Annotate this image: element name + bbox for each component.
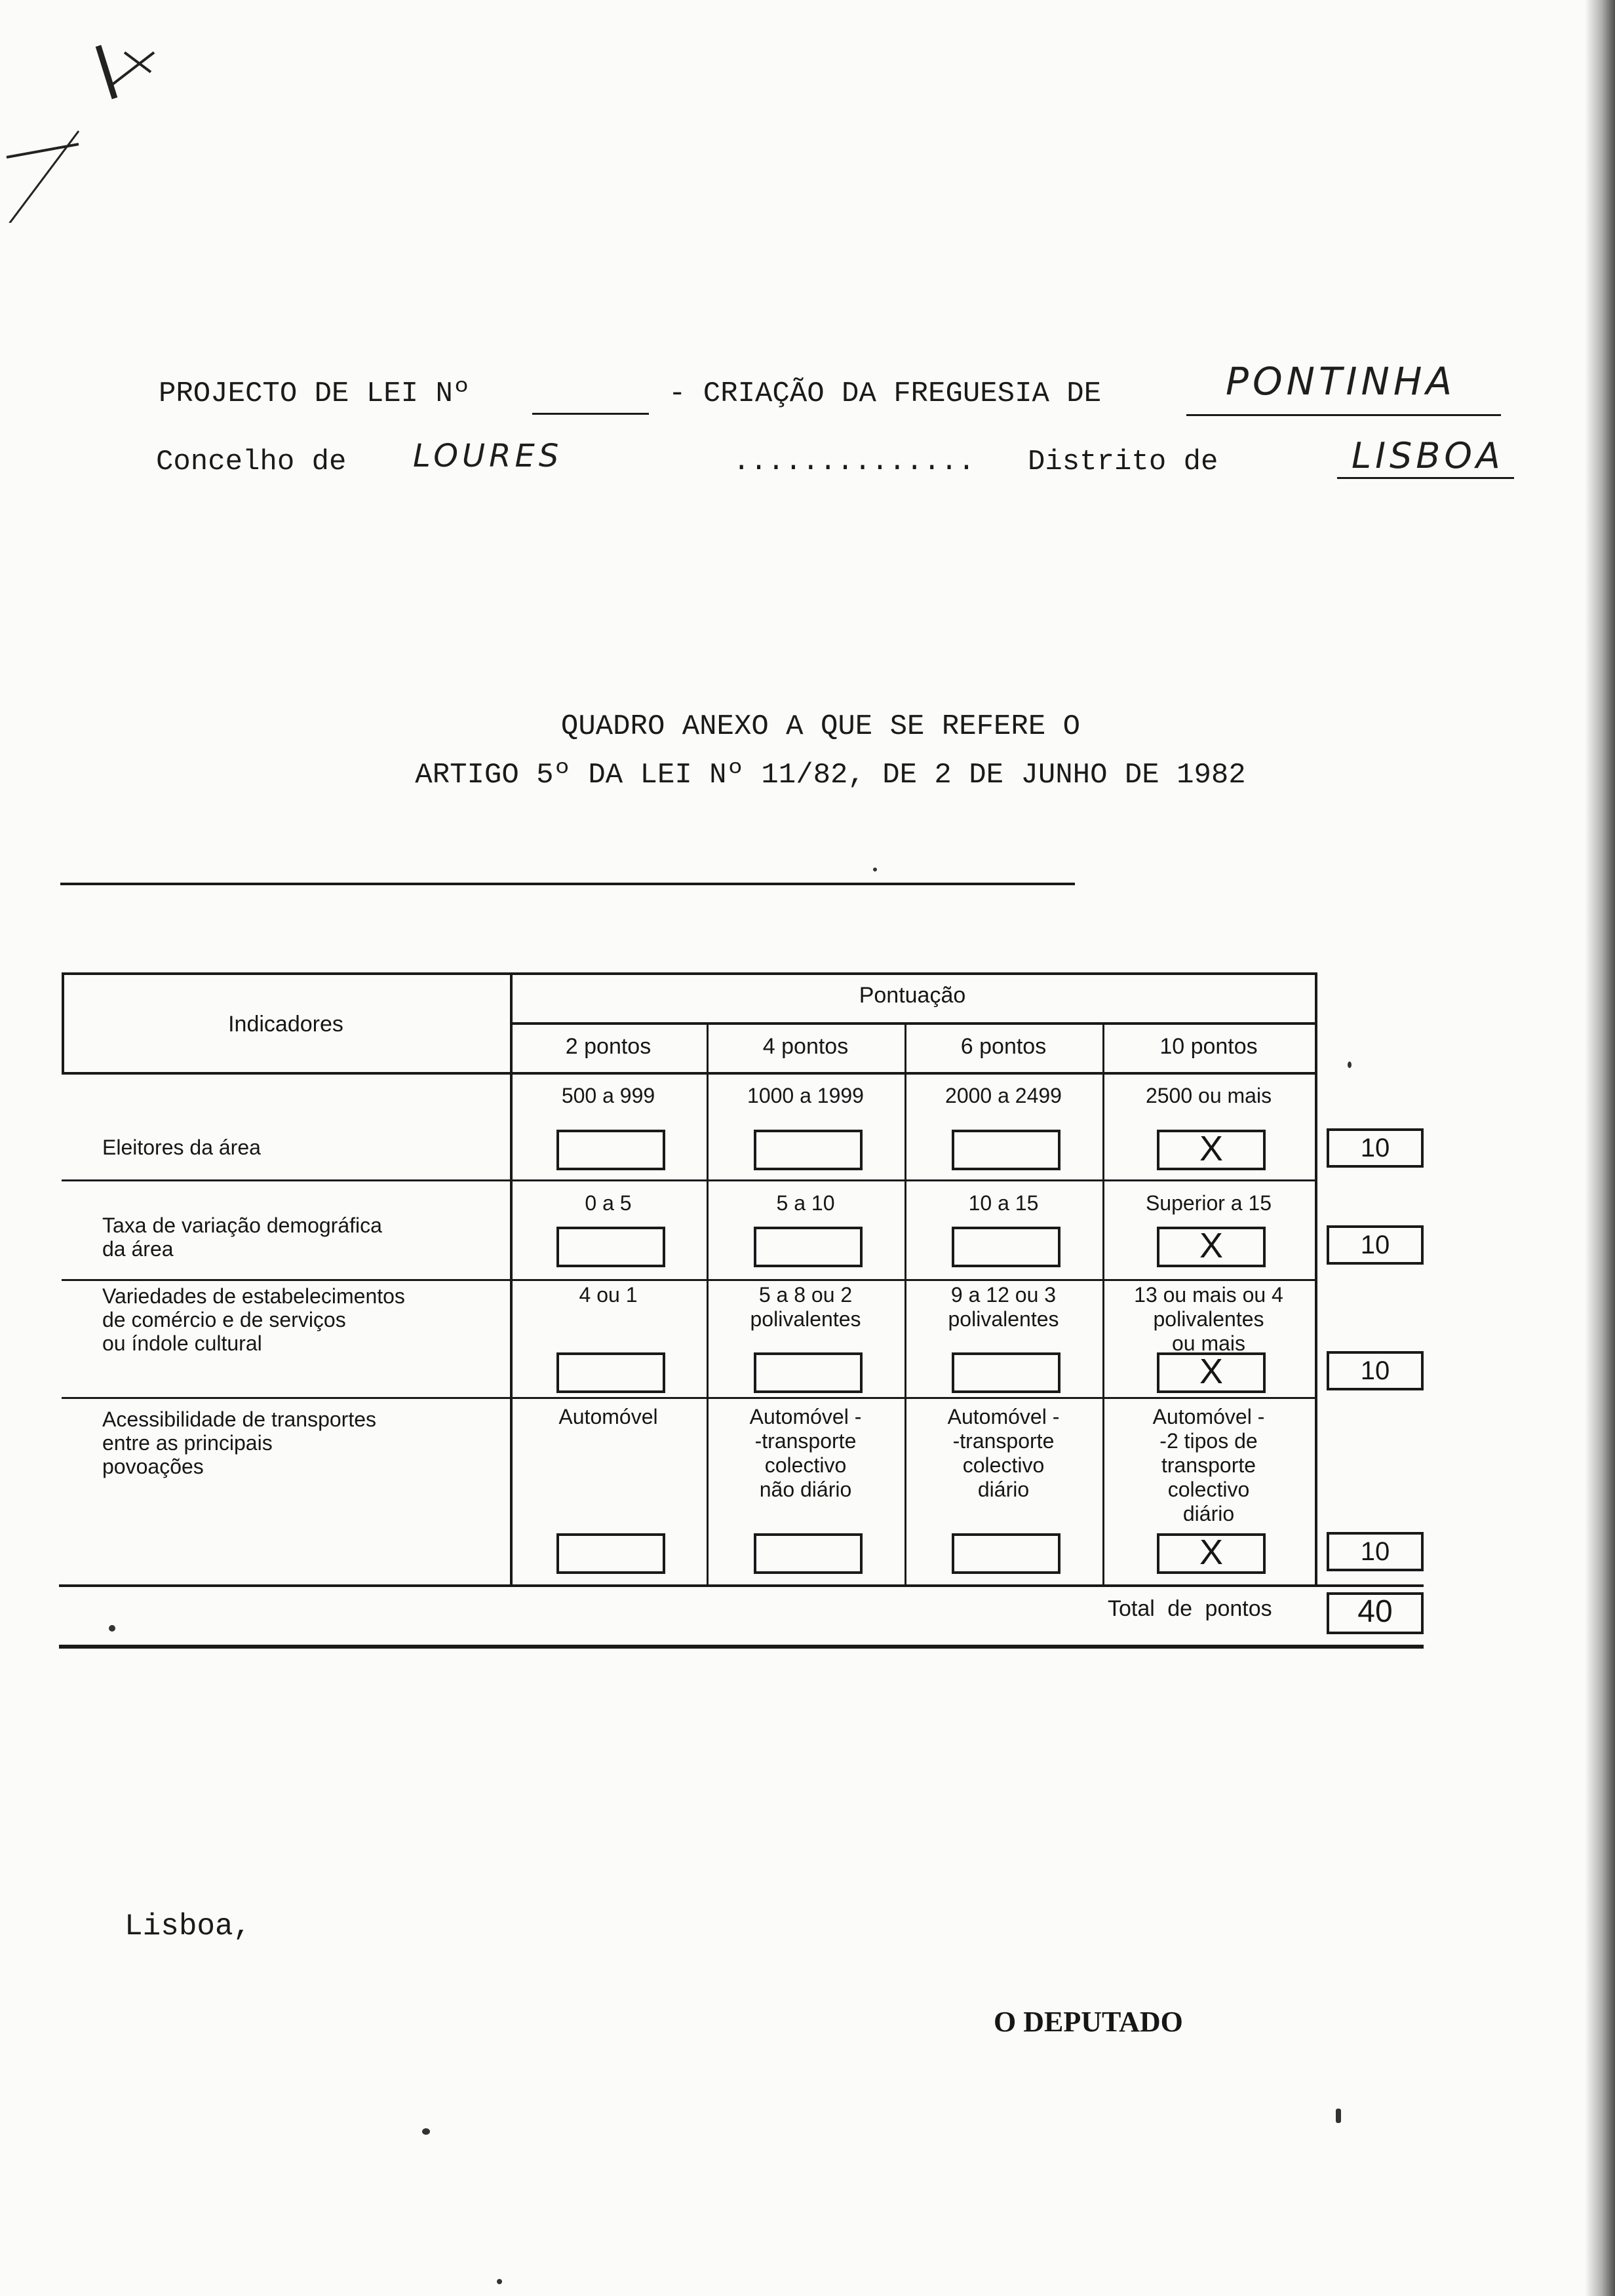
range-line: colectivo xyxy=(1167,1478,1250,1501)
range-cell-r3-c2 xyxy=(905,1405,1102,1502)
range-line: 500 a 999 xyxy=(561,1084,655,1107)
row-score-2: 10 xyxy=(1327,1351,1424,1390)
range-line: 9 a 12 ou 3 xyxy=(950,1283,1057,1307)
speck xyxy=(109,1625,115,1632)
checkbox-r1-c1 xyxy=(754,1227,863,1267)
range-line: polivalentes xyxy=(948,1307,1059,1331)
range-cell-r1-c3 xyxy=(1102,1191,1315,1215)
concelho-handwritten: LOURES xyxy=(413,438,563,474)
range-line: -2 tipos de xyxy=(1159,1429,1258,1453)
checkbox-r0-c2 xyxy=(952,1130,1060,1170)
range-line: 2500 ou mais xyxy=(1145,1084,1272,1107)
row-score-0: 10 xyxy=(1327,1128,1424,1168)
title-line-1: QUADRO ANEXO A QUE SE REFERE O xyxy=(560,710,1081,743)
checkbox-r0-c0 xyxy=(556,1130,665,1170)
range-cell-r0-c1 xyxy=(707,1084,905,1108)
checkbox-r3-c1 xyxy=(754,1533,863,1574)
range-line: diário xyxy=(1182,1502,1235,1525)
speck xyxy=(497,2279,502,2284)
range-cell-r2-c0 xyxy=(510,1283,707,1307)
pontuacao-divider xyxy=(510,1022,1315,1025)
table-bottom-border xyxy=(59,1584,1424,1587)
indicator-line: Eleitores da área xyxy=(102,1136,261,1159)
range-line: colectivo xyxy=(764,1453,847,1477)
total-rule xyxy=(59,1645,1424,1649)
indicator-line: entre as principais xyxy=(102,1431,273,1455)
range-line: Automóvel xyxy=(558,1405,658,1428)
range-line: Automóvel - xyxy=(947,1405,1060,1428)
indicadores-header: Indicadores xyxy=(228,1012,343,1037)
indicator-line: de comércio e de serviços xyxy=(102,1308,346,1331)
range-line: 1000 a 1999 xyxy=(747,1084,864,1107)
selected-mark-icon-r2: X xyxy=(1199,1352,1224,1391)
checkbox-r2-c0 xyxy=(556,1352,665,1393)
row-divider xyxy=(62,1397,1315,1399)
indicator-row-1 xyxy=(102,1214,382,1261)
range-cell-r3-c3 xyxy=(1102,1405,1315,1526)
selected-mark-icon-r3: X xyxy=(1199,1533,1224,1572)
indicator-line: Taxa de variação demográfica xyxy=(102,1214,382,1237)
concelho-label: Concelho de xyxy=(156,446,347,478)
range-cell-r2-c2 xyxy=(905,1283,1102,1331)
title-rule xyxy=(60,883,1075,885)
checkbox-r2-c1 xyxy=(754,1352,863,1393)
range-cell-r0-c2 xyxy=(905,1084,1102,1108)
range-line: Automóvel - xyxy=(749,1405,862,1428)
indicator-row-2 xyxy=(102,1284,405,1355)
speck xyxy=(1336,2109,1341,2123)
checkbox-r3-c0 xyxy=(556,1533,665,1574)
speck xyxy=(1348,1062,1352,1068)
criacao-label: - CRIAÇÃO DA FREGUESIA DE xyxy=(669,377,1102,410)
title-line-2: ARTIGO 5º DA LEI Nº 11/82, DE 2 DE JUNHO DE 1982 xyxy=(415,759,1246,792)
range-line: não diário xyxy=(759,1478,852,1501)
checkbox-r1-c2 xyxy=(952,1227,1060,1267)
table-right-border xyxy=(1315,972,1317,1584)
range-line: 0 a 5 xyxy=(585,1191,632,1215)
scan-edge xyxy=(1585,0,1615,2296)
range-cell-r3-c0 xyxy=(510,1405,707,1429)
header-bottom-border xyxy=(62,1072,1315,1075)
row-score-1: 10 xyxy=(1327,1225,1424,1265)
range-cell-r0-c0 xyxy=(510,1084,707,1108)
total-label: Total de pontos xyxy=(1108,1596,1272,1621)
checkbox-r1-c0 xyxy=(556,1227,665,1267)
table-top-border xyxy=(62,972,1315,975)
row-divider xyxy=(62,1179,1315,1181)
range-line: -transporte xyxy=(952,1429,1055,1453)
projecto-number-line xyxy=(532,413,649,415)
range-cell-r0-c3 xyxy=(1102,1084,1315,1108)
indicator-row-0 xyxy=(102,1136,261,1159)
range-cell-r1-c2 xyxy=(905,1191,1102,1215)
indicator-line: Acessibilidade de transportes xyxy=(102,1407,377,1431)
range-cell-r3-c1 xyxy=(707,1405,905,1502)
indicator-line: da área xyxy=(102,1237,174,1261)
range-line: polivalentes xyxy=(1153,1307,1264,1331)
indicator-line: povoações xyxy=(102,1455,204,1478)
row-score-3: 10 xyxy=(1327,1532,1424,1571)
freguesia-handwritten: PONTINHA xyxy=(1226,359,1456,404)
column-header-2: 6 pontos xyxy=(960,1034,1047,1059)
row-divider xyxy=(62,1279,1315,1281)
range-line: -transporte xyxy=(754,1429,857,1453)
column-header-3: 10 pontos xyxy=(1159,1034,1258,1059)
range-line: colectivo xyxy=(962,1453,1045,1477)
range-cell-r2-c1 xyxy=(707,1283,905,1331)
indicator-column-border xyxy=(510,972,513,1584)
corner-mark-icon xyxy=(0,26,170,223)
pontuacao-header: Pontuação xyxy=(859,983,966,1008)
range-line: Automóvel - xyxy=(1152,1405,1265,1428)
range-cell-r2-c3 xyxy=(1102,1283,1315,1356)
range-line: 5 a 10 xyxy=(776,1191,835,1215)
range-line: transporte xyxy=(1161,1453,1256,1477)
speck xyxy=(873,868,877,871)
column-header-0: 2 pontos xyxy=(565,1034,652,1059)
range-line: 13 ou mais ou 4 xyxy=(1134,1283,1283,1307)
selected-mark-icon-r1: X xyxy=(1199,1226,1224,1265)
column-header-1: 4 pontos xyxy=(762,1034,849,1059)
indicator-row-3 xyxy=(102,1407,376,1478)
indicator-line: ou índole cultural xyxy=(102,1331,262,1355)
range-line: 2000 a 2499 xyxy=(945,1084,1062,1107)
signature-label: O DEPUTADO xyxy=(994,2006,1183,2038)
dotted-filler: .............. xyxy=(733,446,975,478)
distrito-label: Distrito de xyxy=(1028,446,1218,478)
projecto-label: PROJECTO DE LEI Nº xyxy=(159,377,471,410)
range-line: ou mais xyxy=(1171,1331,1246,1355)
place-date: Lisboa, xyxy=(125,1909,252,1943)
range-line: polivalentes xyxy=(750,1307,861,1331)
checkbox-r2-c2 xyxy=(952,1352,1060,1393)
range-line: diário xyxy=(977,1478,1030,1501)
freguesia-line xyxy=(1186,414,1501,416)
range-line: Superior a 15 xyxy=(1145,1191,1272,1215)
speck xyxy=(422,2128,430,2135)
range-cell-r1-c0 xyxy=(510,1191,707,1215)
selected-mark-icon-r0: X xyxy=(1199,1129,1224,1168)
checkbox-r0-c1 xyxy=(754,1130,863,1170)
range-cell-r1-c1 xyxy=(707,1191,905,1215)
range-line: 5 a 8 ou 2 xyxy=(758,1283,853,1307)
distrito-handwritten: LISBOA xyxy=(1352,435,1504,476)
indicator-line: Variedades de estabelecimentos xyxy=(102,1284,405,1308)
total-value: 40 xyxy=(1327,1592,1424,1634)
distrito-line xyxy=(1337,477,1514,479)
checkbox-r3-c2 xyxy=(952,1533,1060,1574)
range-line: 4 ou 1 xyxy=(579,1283,638,1307)
range-line: 10 a 15 xyxy=(968,1191,1039,1215)
